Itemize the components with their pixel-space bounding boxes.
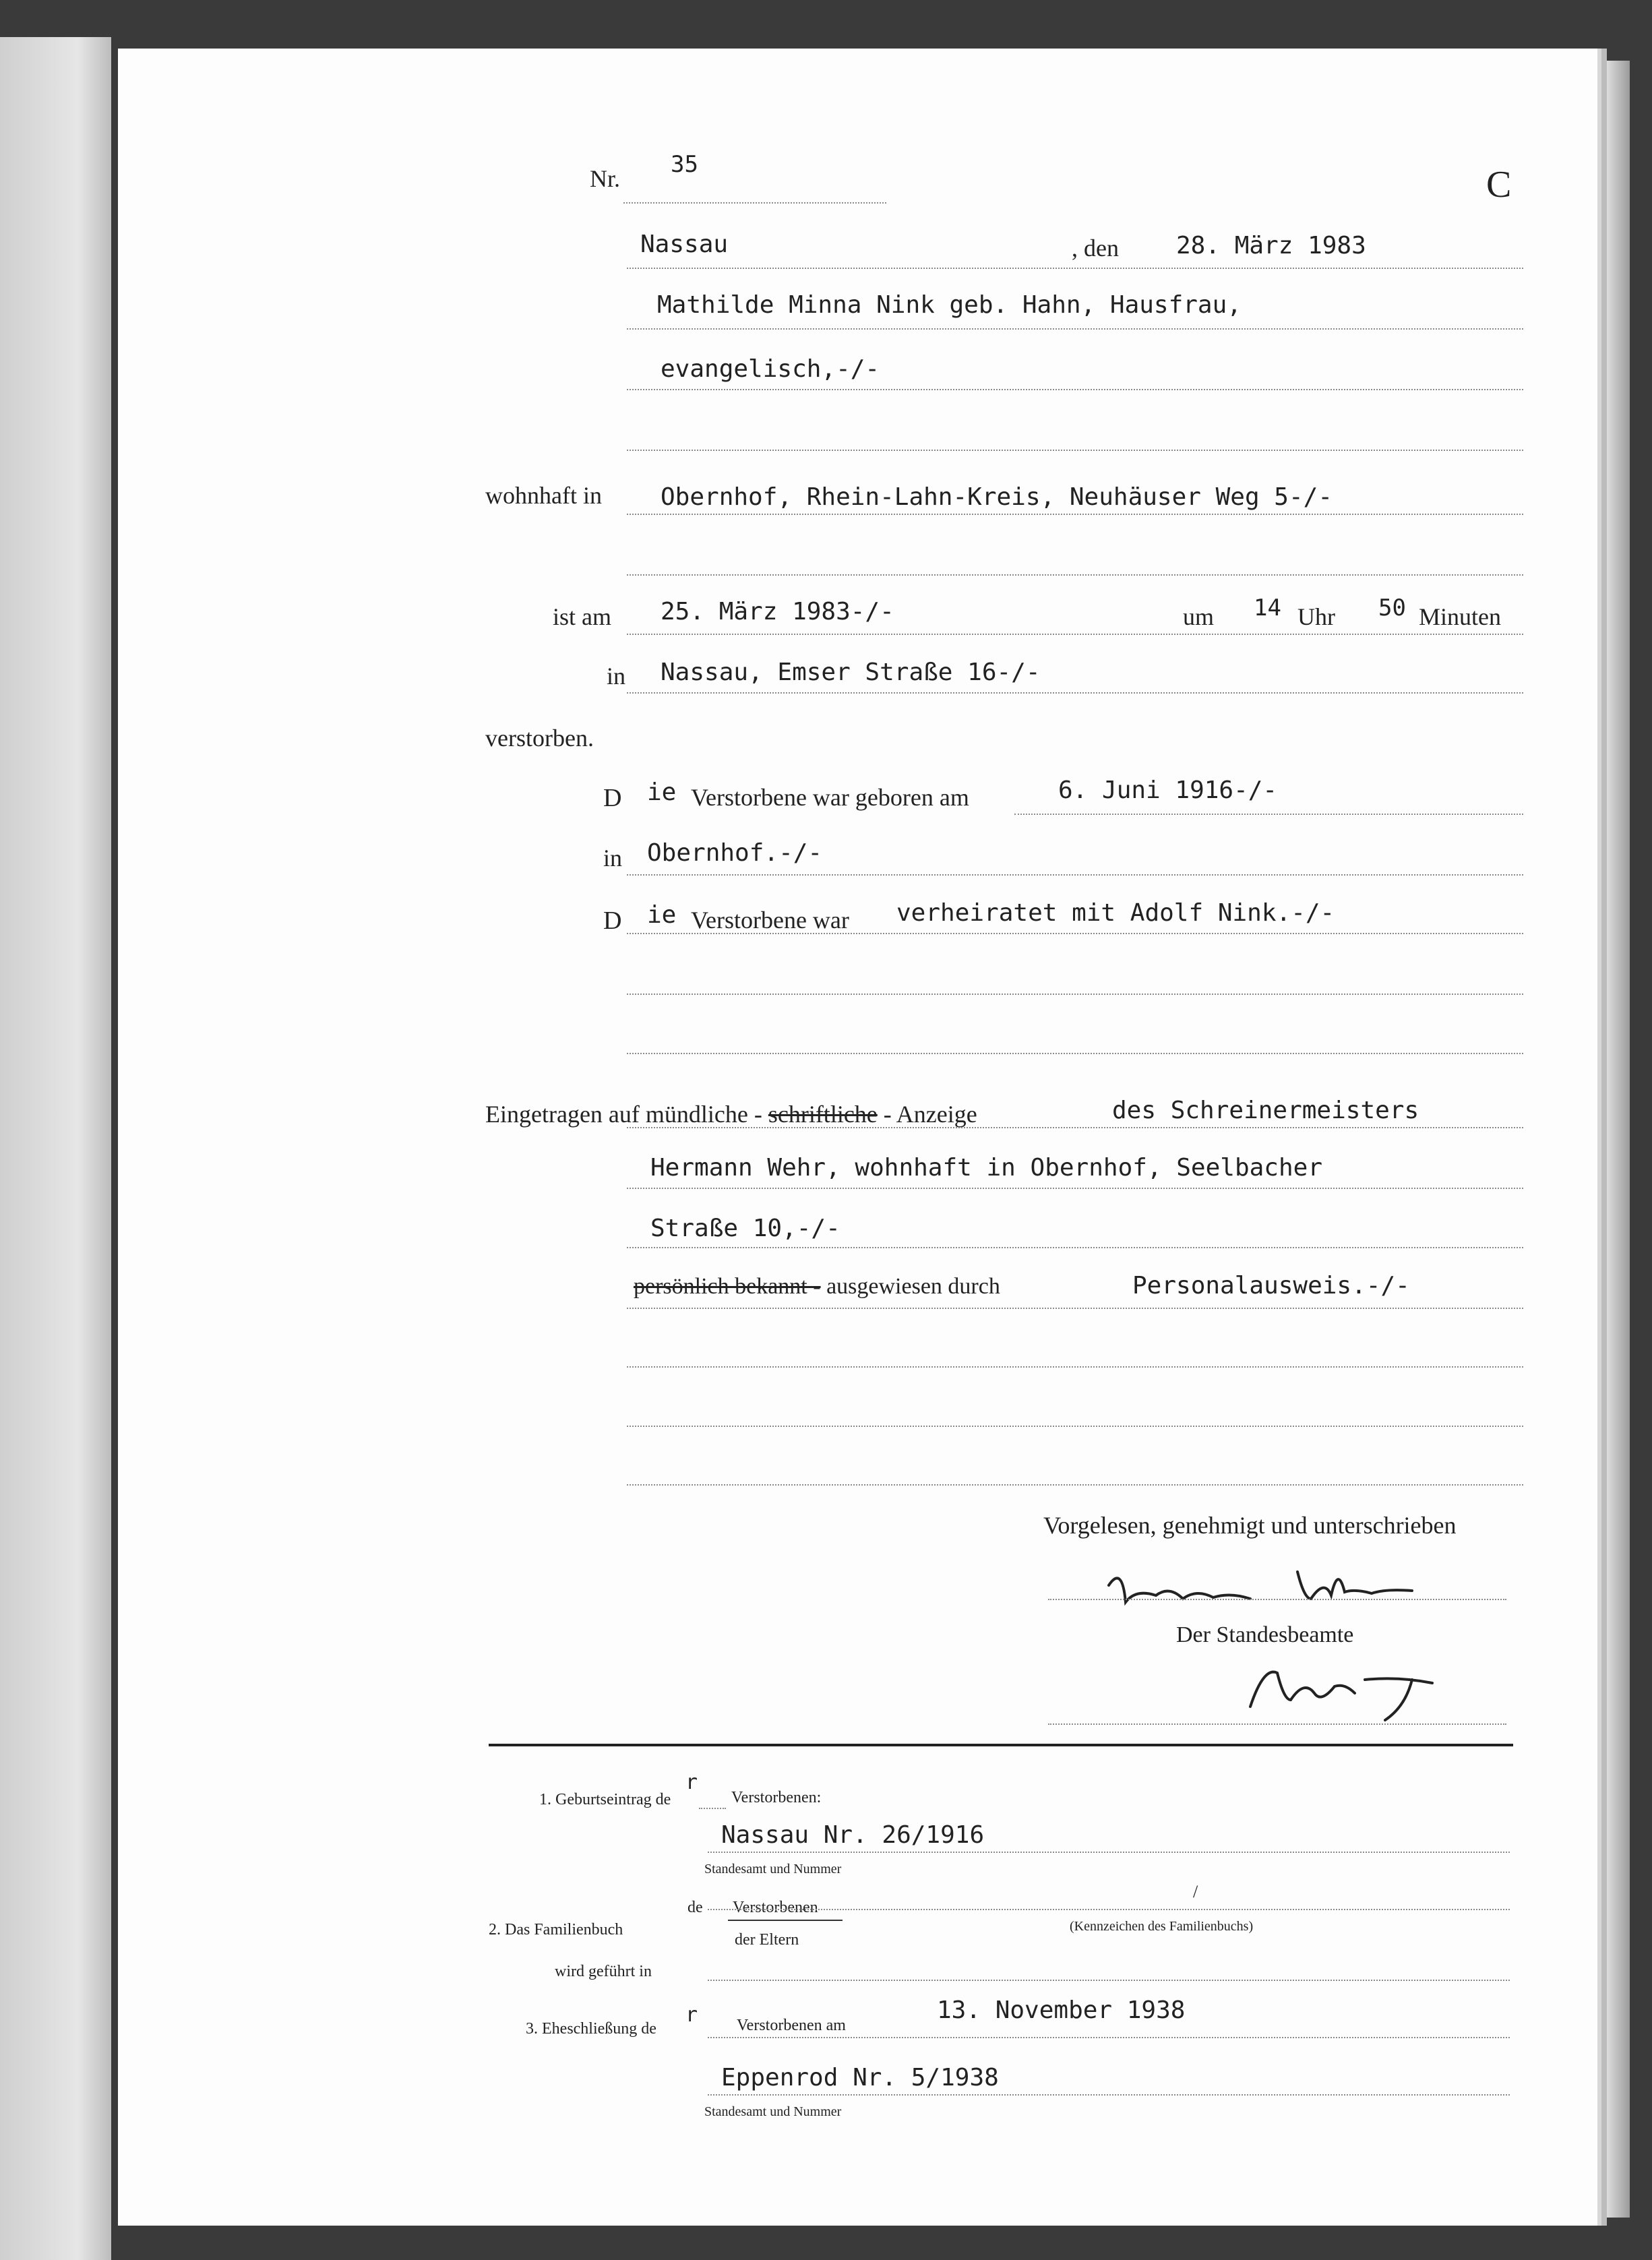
- familienbuch-de: de: [687, 1899, 703, 1916]
- registrar-signature: [1237, 1653, 1452, 1727]
- ist-am-label: ist am: [553, 603, 611, 630]
- verstorben-label: verstorben.: [485, 725, 594, 752]
- record-number: 35: [671, 151, 698, 178]
- dotted-line: [627, 692, 1523, 694]
- page-stack-edge: [1603, 61, 1630, 2218]
- dotted-line: [627, 634, 1523, 635]
- geburt-verstorbenen: Verstorbenen:: [731, 1789, 822, 1806]
- familienbuch-verstorbenen: Verstorbenen: [733, 1899, 818, 1916]
- born-ie: ie: [647, 778, 677, 806]
- section-letter: C: [1486, 164, 1512, 206]
- dotted-line: [708, 1852, 1510, 1853]
- left-page-edge: [0, 37, 111, 2260]
- birth-in-label: in: [603, 845, 623, 872]
- wohnhaft-label: wohnhaft in: [485, 482, 602, 509]
- marital-status: verheiratet mit Adolf Nink.-/-: [896, 899, 1335, 927]
- birth-place: Obernhof.-/-: [647, 839, 823, 867]
- informant-line-2: Hermann Wehr, wohnhaft in Obernhof, Seelbacher: [650, 1154, 1322, 1182]
- dotted-line: [708, 2037, 1510, 2038]
- dotted-line: [627, 1426, 1523, 1427]
- um-label: um: [1183, 603, 1215, 630]
- residence: Obernhof, Rhein-Lahn-Kreis, Neuhäuser Weg 5-/-: [661, 483, 1333, 511]
- nr-label: Nr.: [590, 165, 620, 192]
- wird-gefuehrt-label: wird geführt in: [555, 1963, 652, 1980]
- dotted-line: [627, 1366, 1523, 1368]
- kennzeichen-caption: (Kennzeichen des Familienbuchs): [1070, 1919, 1254, 1934]
- birth-entry: Nassau Nr. 26/1916: [721, 1821, 985, 1849]
- dotted-line: [627, 1308, 1523, 1309]
- dotted-line: [627, 328, 1523, 330]
- dotted-line: [627, 514, 1523, 515]
- dotted-line: [627, 1188, 1523, 1189]
- dotted-line: [708, 2094, 1510, 2096]
- death-place: Nassau, Emser Straße 16-/-: [661, 659, 1041, 686]
- informant-line-3: Straße 10,-/-: [650, 1215, 840, 1242]
- dotted-line: [627, 874, 1523, 876]
- married-label: Verstorbene war: [691, 907, 849, 934]
- married-prefix: D: [603, 907, 622, 935]
- deceased-religion: evangelisch,-/-: [661, 355, 880, 383]
- dotted-line: [627, 389, 1523, 390]
- eingetragen-label: [485, 1100, 977, 1128]
- ausgewiesen-text: ausgewiesen durch: [826, 1274, 1000, 1299]
- registry-place: Nassau: [640, 231, 729, 258]
- death-minutes: 50: [1378, 594, 1406, 621]
- standesamt-caption: Standesamt und Nummer: [704, 1862, 842, 1876]
- dotted-line: [627, 933, 1523, 934]
- marriage-date: 13. November 1938: [937, 1996, 1186, 2024]
- minuten-label: Minuten: [1419, 603, 1501, 630]
- dotted-line: [1048, 1723, 1506, 1725]
- dotted-line: [627, 1127, 1523, 1128]
- anzeige-text: - Anzeige: [883, 1101, 977, 1128]
- born-prefix: D: [603, 784, 622, 812]
- vorgelesen-label: Vorgelesen, genehmigt und unterschrieben: [1043, 1512, 1457, 1539]
- ehe-verstorbenen: Verstorbenen am: [737, 2017, 846, 2034]
- geburt-r: r: [685, 1771, 698, 1794]
- footer-rule: [489, 1744, 1513, 1746]
- dotted-line: [627, 1484, 1523, 1486]
- underline: [728, 1920, 843, 1921]
- in-label: in: [607, 663, 626, 690]
- dotted-line: [627, 1053, 1523, 1054]
- marriage-entry: Eppenrod Nr. 5/1938: [721, 2064, 999, 2091]
- death-hour: 14: [1254, 594, 1281, 621]
- ehe-label: 3. Eheschließung de: [526, 2020, 656, 2038]
- married-ie: ie: [647, 901, 677, 929]
- dotted-line: [627, 268, 1523, 269]
- familienbuch-label: 2. Das Familienbuch: [489, 1921, 623, 1938]
- informant-signature: [1095, 1552, 1446, 1626]
- registry-date: 28. März 1983: [1176, 232, 1366, 259]
- death-register-page: [118, 49, 1597, 2226]
- uhr-label: Uhr: [1297, 603, 1335, 630]
- eingetragen-text: Eingetragen auf mündliche -: [485, 1101, 762, 1128]
- schriftliche-struck: schriftliche: [768, 1101, 878, 1128]
- geburt-label: 1. Geburtseintrag de: [539, 1791, 671, 1808]
- standesbeamte-label: Der Standesbeamte: [1176, 1622, 1354, 1647]
- informant-line-1: des Schreinermeisters: [1112, 1097, 1419, 1124]
- born-label: Verstorbene war geboren am: [691, 784, 969, 811]
- dotted-line: [699, 1808, 726, 1809]
- identification-label: [634, 1274, 1000, 1300]
- dotted-line: [623, 202, 886, 204]
- standesamt-caption: Standesamt und Nummer: [704, 2104, 842, 2119]
- birth-date: 6. Juni 1916-/-: [1058, 776, 1278, 804]
- der-eltern: der Eltern: [735, 1931, 799, 1949]
- dotted-line: [627, 574, 1523, 576]
- death-date: 25. März 1983-/-: [661, 598, 894, 625]
- deceased-name: Mathilde Minna Nink geb. Hahn, Hausfrau,: [657, 291, 1242, 319]
- bekannt-struck: persönlich bekannt -: [634, 1274, 821, 1299]
- slash: /: [1193, 1882, 1198, 1901]
- identification: Personalausweis.-/-: [1132, 1272, 1410, 1300]
- dotted-line: [708, 1909, 1510, 1910]
- ehe-r: r: [685, 2003, 698, 2027]
- dotted-line: [708, 1980, 1510, 1981]
- dotted-line: [1014, 814, 1523, 815]
- dotted-line: [627, 450, 1523, 451]
- dotted-line: [627, 994, 1523, 995]
- dotted-line: [627, 1247, 1523, 1248]
- dotted-line: [1048, 1599, 1506, 1600]
- den-label: , den: [1072, 235, 1119, 262]
